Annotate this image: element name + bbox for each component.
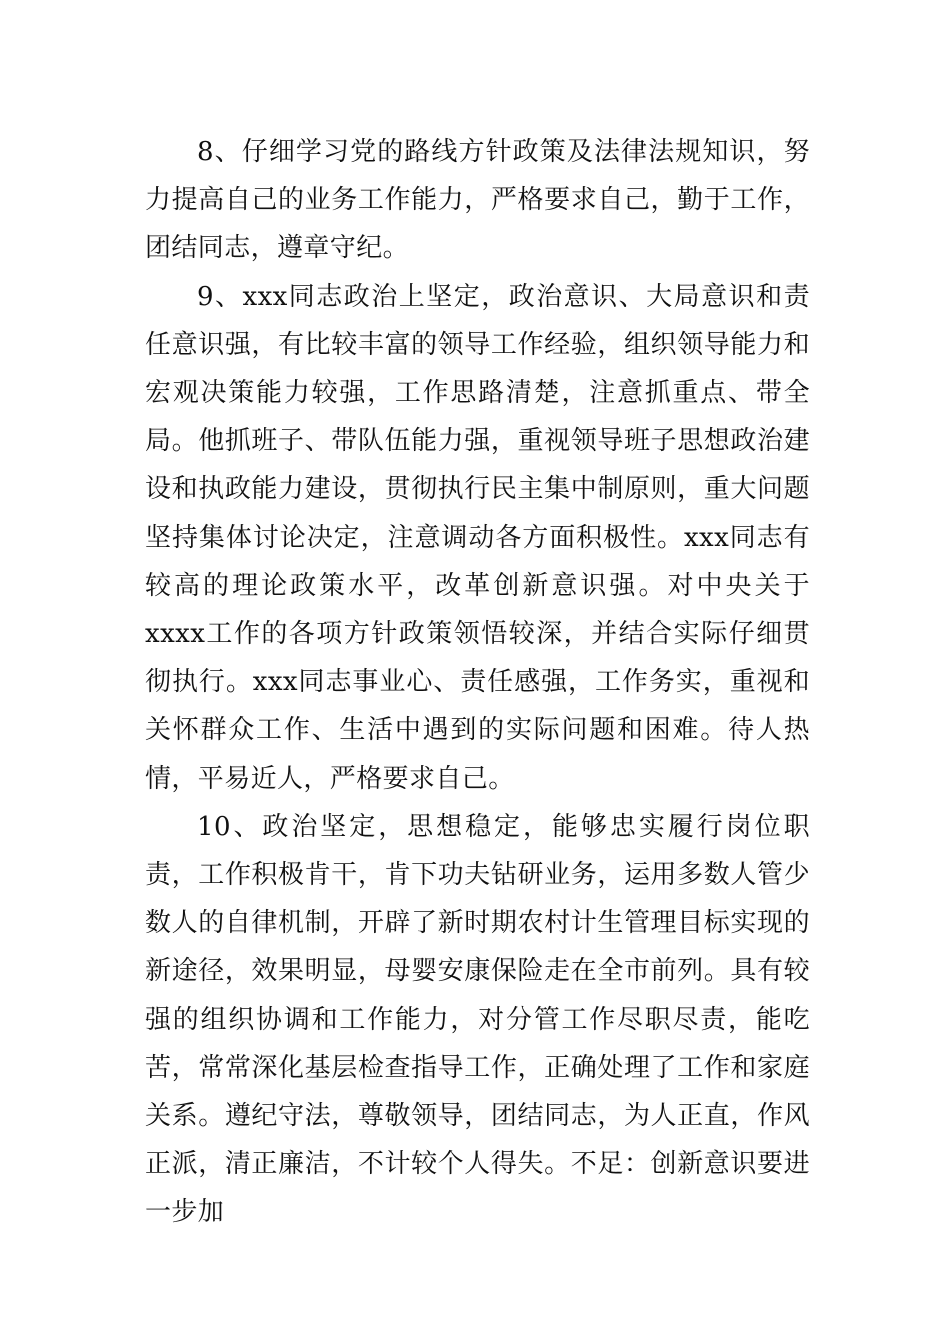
paragraph-8: 8、仔细学习党的路线方针政策及法律法规知识，努力提高自己的业务工作能力，严格要求自己，勤于工作，团结同志，遵章守纪。 [145,137,810,264]
paragraph-9: 9、xxx同志政治上坚定，政治意识、大局意识和责任意识强，有比较丰富的领导工作经验，组织领导能力和宏观决策能力较强，工作思路清楚，注意抓重点、带全局。他抓班子、带队伍能力强，重视领导班子思想政治建设和执政能力建设，贯彻执行民主集中制原则，重大问题坚持集体讨论决定，注意调动各方面积极性。xxx同志有较高的理论政策水平，改革创新意识强。对中央关于xxxx工作的各项方针政策领悟较深，并结合实际仔细贯彻执行。xxx同志事业心、责任感强，工作务实，重视和关怀群众工作、生活中遇到的实际问题和困难。待人热情，平易近人，严格要求自己。 [145,281,810,794]
document-body [145,128,810,1237]
paragraph-10: 10、政治坚定，思想稳定，能够忠实履行岗位职责，工作积极肯干，肯下功夫钻研业务，运用多数人管少数人的自律机制，开辟了新时期农村计生管理目标实现的新途径，效果明显，母婴安康保险走在全市前列。具有较强的组织协调和工作能力，对分管工作尽职尽责，能吃苦，常常深化基层检查指导工作，正确处理了工作和家庭关系。遵纪守法，尊敬领导，团结同志，为人正直，作风正派，清正廉洁，不计较个人得失。不足：创新意识要进一步加 [145,811,810,1228]
